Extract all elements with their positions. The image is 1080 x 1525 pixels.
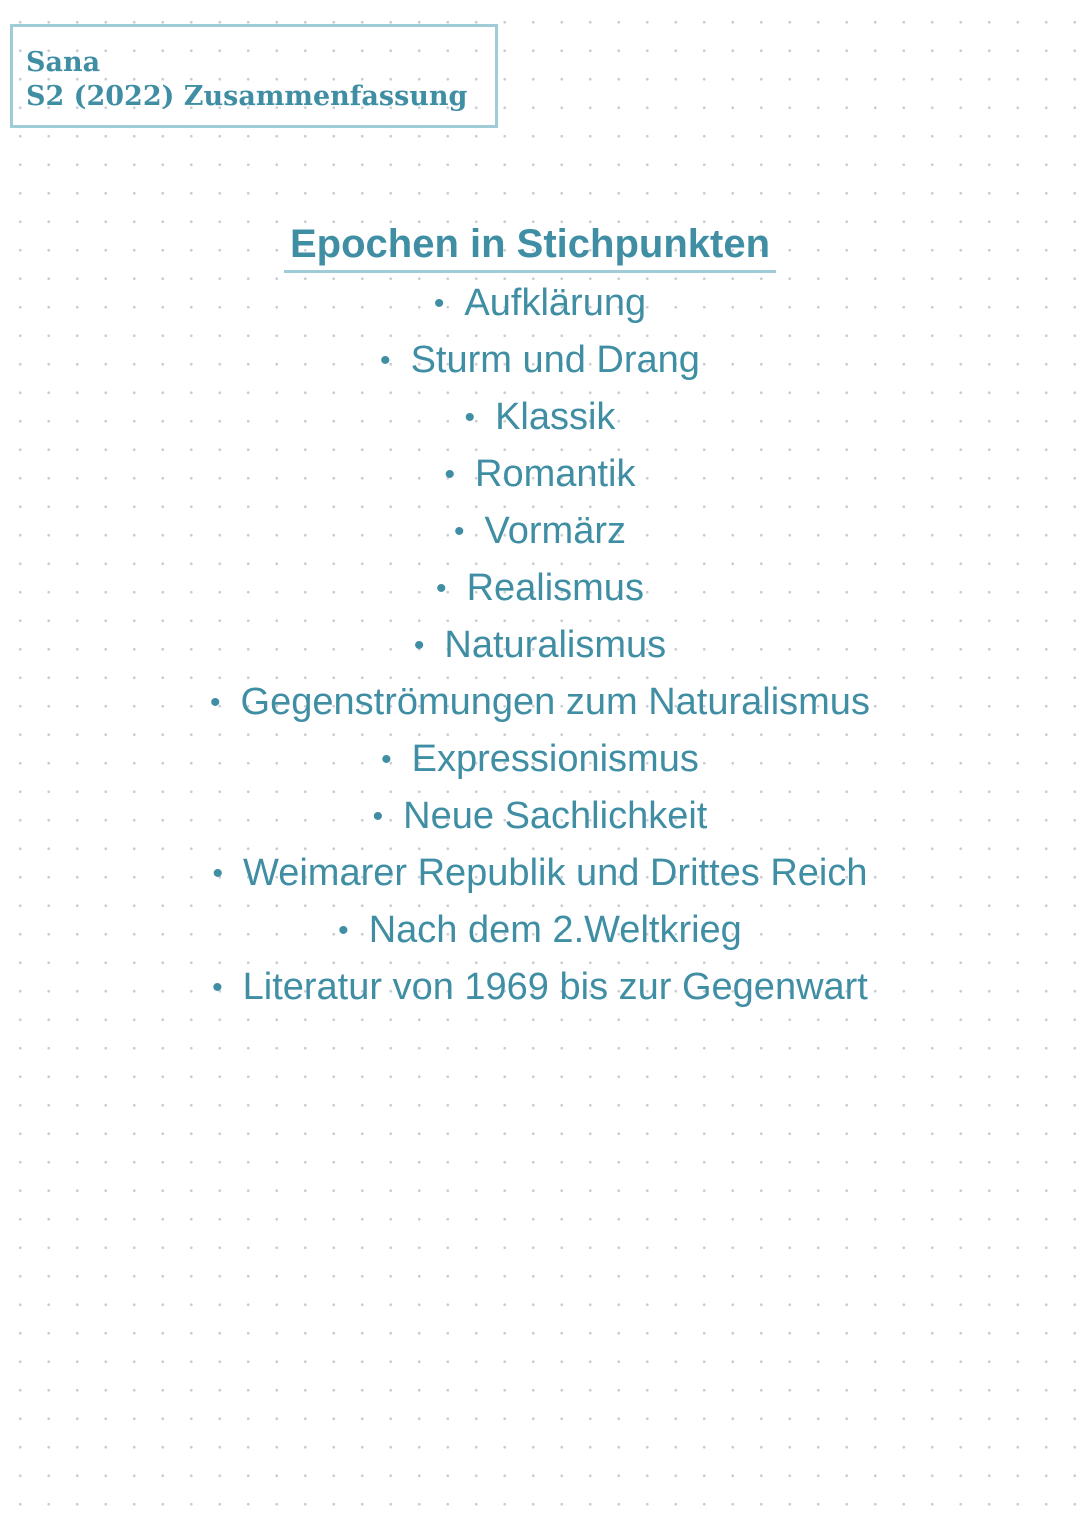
bullet-icon: •	[380, 344, 391, 377]
list-item-label: Aufklärung	[464, 282, 647, 324]
list-item-label: Nach dem 2.Weltkrieg	[368, 909, 742, 951]
list-item	[0, 389, 1080, 446]
page-title: Epochen in Stichpunkten	[284, 220, 776, 273]
list-item	[0, 731, 1080, 788]
list-item-label: Literatur von 1969 bis zur Gegenwart	[242, 966, 868, 1008]
bullet-icon: •	[372, 800, 384, 833]
bullet-icon: •	[433, 287, 445, 320]
bullet-icon: •	[464, 401, 476, 434]
list-item-label: Neue Sachlichkeit	[403, 795, 708, 837]
list-item-label: Expressionismus	[411, 738, 699, 780]
list-item-label: Klassik	[495, 396, 616, 438]
list-item-label: Realismus	[466, 567, 644, 609]
bullet-icon: •	[210, 686, 221, 719]
list-item-label: Sturm und Drang	[410, 339, 700, 381]
bullet-icon: •	[212, 971, 223, 1004]
bullet-icon: •	[413, 629, 425, 662]
list-item-label: Romantik	[475, 453, 636, 495]
list-item	[0, 446, 1080, 503]
bullet-icon: •	[212, 857, 224, 890]
heading-container	[0, 220, 1080, 273]
list-item	[0, 674, 1080, 731]
bullet-icon: •	[381, 743, 392, 776]
list-item	[0, 959, 1080, 1016]
list-item-label: Gegenströmungen zum Naturalismus	[240, 681, 870, 723]
list-item-label: Weimarer Republik und Drittes Reich	[243, 852, 868, 894]
bullet-icon: •	[454, 515, 465, 548]
bullet-icon: •	[338, 914, 349, 947]
bullet-icon: •	[436, 572, 447, 605]
list-item-label: Vormärz	[484, 510, 626, 552]
list-item	[0, 845, 1080, 902]
header-box	[10, 24, 498, 128]
list-item	[0, 788, 1080, 845]
list-item	[0, 902, 1080, 959]
epoch-list	[0, 275, 1080, 1016]
list-item-label: Naturalismus	[444, 624, 667, 666]
list-item	[0, 503, 1080, 560]
list-item	[0, 332, 1080, 389]
bullet-icon: •	[444, 458, 455, 491]
list-item	[0, 617, 1080, 674]
author-name: Sana	[26, 47, 101, 78]
document-subtitle: S2 (2022) Zusammenfassung	[26, 81, 468, 112]
list-item	[0, 560, 1080, 617]
list-item	[0, 275, 1080, 332]
